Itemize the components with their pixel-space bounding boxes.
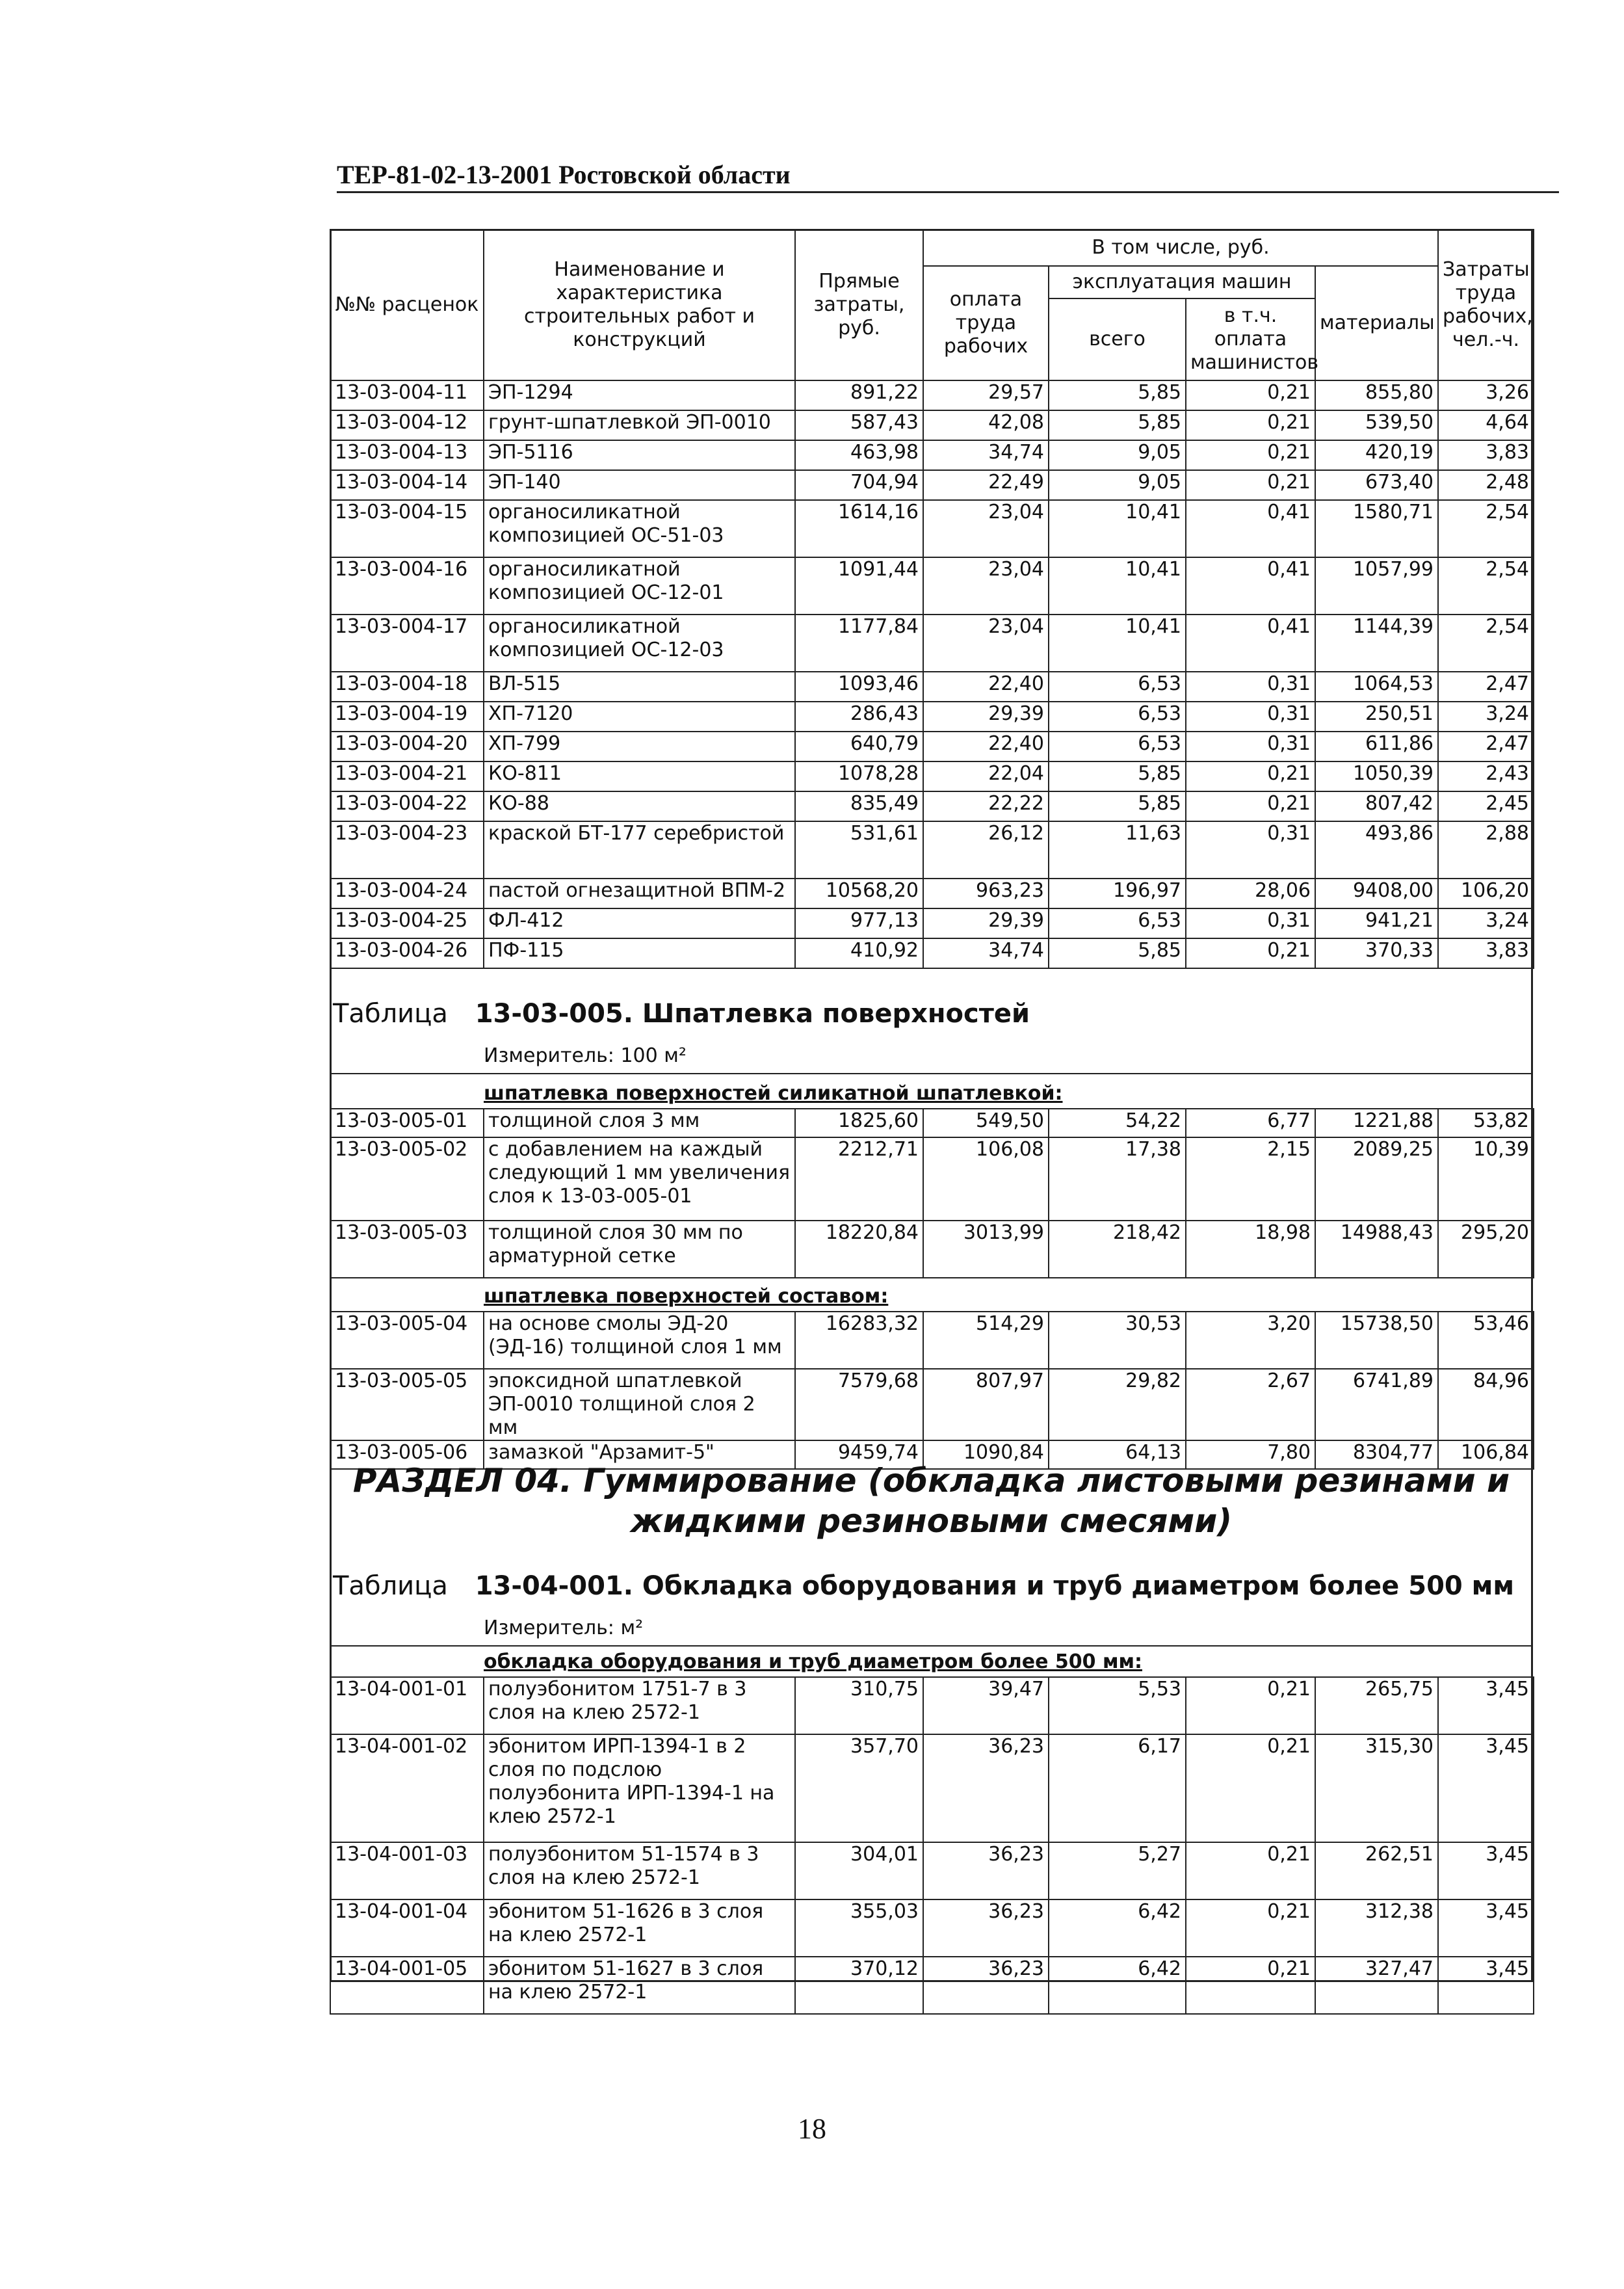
table-label: Таблица	[333, 1571, 448, 1601]
materials-cost: 2089,25	[1315, 1137, 1438, 1221]
section-line-2: жидкими резиновыми смесями)	[630, 1502, 1233, 1540]
labor-hours: 295,20	[1438, 1221, 1534, 1278]
table-row	[330, 557, 1534, 615]
table-row	[330, 702, 1534, 732]
rate-code: 13-04-001-03	[330, 1842, 484, 1899]
machines-total: 54,22	[1049, 1109, 1186, 1137]
direct-cost: 304,01	[795, 1842, 923, 1899]
machines-total: 196,97	[1049, 879, 1186, 908]
header-direct: Прямые затраты, руб.	[795, 230, 923, 380]
labor-pay: 23,04	[923, 500, 1049, 557]
direct-cost: 463,98	[795, 440, 923, 470]
work-name: полуэбонитом 1751-7 в 3 слоя на клею 2572-1	[484, 1677, 795, 1734]
rate-code: 13-03-004-18	[330, 672, 484, 702]
table-row	[330, 615, 1534, 672]
materials-cost: 262,51	[1315, 1842, 1438, 1899]
rate-code: 13-04-001-04	[330, 1899, 484, 1957]
work-name: толщиной слоя 30 мм по арматурной сетке	[484, 1221, 795, 1278]
divider	[330, 1073, 1533, 1074]
direct-cost: 410,92	[795, 938, 923, 968]
direct-cost: 891,22	[795, 380, 923, 410]
table-number: 13-04-001.	[475, 1571, 633, 1601]
table-row	[330, 1221, 1534, 1278]
direct-cost: 7579,68	[795, 1369, 923, 1440]
rate-code: 13-03-005-04	[330, 1312, 484, 1369]
rate-code: 13-03-004-11	[330, 380, 484, 410]
work-name: толщиной слоя 3 мм	[484, 1109, 795, 1137]
machines-total: 6,53	[1049, 672, 1186, 702]
table-row	[330, 791, 1534, 821]
materials-cost: 1050,39	[1315, 761, 1438, 791]
table-row	[330, 1734, 1534, 1842]
machines-pay: 0,21	[1186, 1842, 1315, 1899]
rate-code: 13-03-004-23	[330, 821, 484, 879]
rate-code: 13-03-004-13	[330, 440, 484, 470]
work-name: ХП-7120	[484, 702, 795, 732]
work-name: полуэбонитом 51-1574 в 3 слоя на клею 2572-1	[484, 1842, 795, 1899]
machines-pay: 0,31	[1186, 732, 1315, 761]
header-code: №№ расценок	[330, 230, 484, 380]
machines-total: 11,63	[1049, 821, 1186, 879]
machines-pay: 0,21	[1186, 440, 1315, 470]
labor-hours: 2,54	[1438, 615, 1534, 672]
machines-total: 64,13	[1049, 1440, 1186, 1469]
materials-cost: 807,42	[1315, 791, 1438, 821]
machines-total: 9,05	[1049, 440, 1186, 470]
direct-cost: 370,12	[795, 1957, 923, 2014]
machines-total: 5,53	[1049, 1677, 1186, 1734]
table-name: Шпатлевка поверхностей	[642, 999, 1030, 1029]
labor-pay: 34,74	[923, 938, 1049, 968]
machines-pay: 0,41	[1186, 615, 1315, 672]
table-row	[330, 1137, 1534, 1221]
machines-pay: 0,21	[1186, 791, 1315, 821]
section-heading	[330, 1461, 1533, 1541]
labor-hours: 106,20	[1438, 879, 1534, 908]
work-name: ПФ-115	[484, 938, 795, 968]
header-machines: эксплуатация машин	[1049, 266, 1315, 298]
direct-cost: 18220,84	[795, 1221, 923, 1278]
direct-cost: 16283,32	[795, 1312, 923, 1369]
direct-cost: 1091,44	[795, 557, 923, 615]
work-name: ФЛ-412	[484, 908, 795, 938]
direct-cost: 310,75	[795, 1677, 923, 1734]
machines-pay: 0,21	[1186, 1677, 1315, 1734]
rate-code: 13-03-004-26	[330, 938, 484, 968]
labor-pay: 39,47	[923, 1677, 1049, 1734]
machines-pay: 0,21	[1186, 410, 1315, 440]
labor-hours: 53,82	[1438, 1109, 1534, 1137]
machines-total: 5,85	[1049, 938, 1186, 968]
machines-pay: 2,67	[1186, 1369, 1315, 1440]
page-header: ТЕР-81-02-13-2001 Ростовской области	[337, 160, 1559, 193]
direct-cost: 1093,46	[795, 672, 923, 702]
work-name: ВЛ-515	[484, 672, 795, 702]
table-row	[330, 500, 1534, 557]
materials-cost: 539,50	[1315, 410, 1438, 440]
machines-pay: 0,21	[1186, 1734, 1315, 1842]
rate-code: 13-03-004-21	[330, 761, 484, 791]
header-incl: В том числе, руб.	[923, 230, 1438, 266]
labor-hours: 106,84	[1438, 1440, 1534, 1469]
direct-cost: 286,43	[795, 702, 923, 732]
machines-pay: 7,80	[1186, 1440, 1315, 1469]
materials-cost: 250,51	[1315, 702, 1438, 732]
meter-13-03-005: Измеритель: 100 м²	[484, 1044, 687, 1067]
table-row	[330, 380, 1534, 410]
labor-hours: 3,26	[1438, 380, 1534, 410]
work-name: органосиликатной композицией ОС-12-01	[484, 557, 795, 615]
table-row	[330, 1957, 1534, 2014]
rate-code: 13-03-005-06	[330, 1440, 484, 1469]
machines-total: 5,85	[1049, 410, 1186, 440]
labor-hours: 3,24	[1438, 702, 1534, 732]
materials-cost: 315,30	[1315, 1734, 1438, 1842]
rate-code: 13-03-005-02	[330, 1137, 484, 1221]
materials-cost: 420,19	[1315, 440, 1438, 470]
machines-total: 10,41	[1049, 500, 1186, 557]
labor-pay: 963,23	[923, 879, 1049, 908]
rate-code: 13-03-005-03	[330, 1221, 484, 1278]
materials-cost: 1144,39	[1315, 615, 1438, 672]
work-name: эбонитом 51-1626 в 3 слоя на клею 2572-1	[484, 1899, 795, 1957]
labor-pay: 22,40	[923, 732, 1049, 761]
machines-pay: 0,21	[1186, 1899, 1315, 1957]
work-name: ЭП-140	[484, 470, 795, 500]
header-labor-hours: Затраты труда рабочих, чел.-ч.	[1438, 230, 1534, 380]
machines-total: 6,42	[1049, 1957, 1186, 2014]
rate-code: 13-03-004-12	[330, 410, 484, 440]
rate-code: 13-04-001-05	[330, 1957, 484, 2014]
rate-code: 13-04-001-01	[330, 1677, 484, 1734]
machines-pay: 0,41	[1186, 557, 1315, 615]
group-compound: шпатлевка поверхностей составом:	[484, 1285, 889, 1308]
direct-cost: 357,70	[795, 1734, 923, 1842]
labor-pay: 36,23	[923, 1734, 1049, 1842]
labor-hours: 3,83	[1438, 440, 1534, 470]
section-line-1: РАЗДЕЛ 04. Гуммирование (обкладка листовыми резинами и	[352, 1462, 1510, 1500]
divider	[330, 1645, 1533, 1647]
machines-pay: 0,21	[1186, 761, 1315, 791]
header-materials: материалы	[1315, 266, 1438, 380]
labor-pay: 549,50	[923, 1109, 1049, 1137]
direct-cost: 355,03	[795, 1899, 923, 1957]
table-row	[330, 1842, 1534, 1899]
rate-code: 13-03-004-25	[330, 908, 484, 938]
work-name: на основе смолы ЭД-20 (ЭД-16) толщиной слоя 1 мм	[484, 1312, 795, 1369]
machines-total: 6,53	[1049, 732, 1186, 761]
rate-code: 13-03-004-24	[330, 879, 484, 908]
table-row	[330, 879, 1534, 908]
materials-cost: 265,75	[1315, 1677, 1438, 1734]
direct-cost: 531,61	[795, 821, 923, 879]
machines-total: 6,17	[1049, 1734, 1186, 1842]
labor-pay: 36,23	[923, 1957, 1049, 2014]
materials-cost: 1221,88	[1315, 1109, 1438, 1137]
labor-pay: 807,97	[923, 1369, 1049, 1440]
labor-pay: 26,12	[923, 821, 1049, 879]
labor-pay: 1090,84	[923, 1440, 1049, 1469]
machines-pay: 0,21	[1186, 938, 1315, 968]
labor-hours: 2,54	[1438, 500, 1534, 557]
page-number: 18	[798, 2113, 826, 2145]
rates-table-13-03-005a	[330, 1108, 1534, 1278]
materials-cost: 15738,50	[1315, 1312, 1438, 1369]
table-row	[330, 1677, 1534, 1734]
machines-total: 6,42	[1049, 1899, 1186, 1957]
rate-code: 13-03-004-15	[330, 500, 484, 557]
labor-pay: 22,40	[923, 672, 1049, 702]
labor-pay: 514,29	[923, 1312, 1049, 1369]
machines-total: 218,42	[1049, 1221, 1186, 1278]
machines-pay: 0,41	[1186, 500, 1315, 557]
header-name: Наименование и характеристика строительных работ и конструкций	[484, 230, 795, 380]
machines-total: 17,38	[1049, 1137, 1186, 1221]
rate-code: 13-03-004-14	[330, 470, 484, 500]
header-machines-pay: в т.ч. оплата машинистов	[1186, 298, 1315, 380]
labor-hours: 2,88	[1438, 821, 1534, 879]
machines-total: 30,53	[1049, 1312, 1186, 1369]
materials-cost: 673,40	[1315, 470, 1438, 500]
labor-pay: 23,04	[923, 615, 1049, 672]
labor-hours: 3,45	[1438, 1899, 1534, 1957]
table-number: 13-03-005.	[475, 999, 633, 1029]
table-row	[330, 761, 1534, 791]
table-row	[330, 908, 1534, 938]
direct-cost: 9459,74	[795, 1440, 923, 1469]
machines-total: 10,41	[1049, 615, 1186, 672]
work-name: грунт-шпатлевкой ЭП-0010	[484, 410, 795, 440]
labor-hours: 53,46	[1438, 1312, 1534, 1369]
labor-hours: 4,64	[1438, 410, 1534, 440]
labor-pay: 34,74	[923, 440, 1049, 470]
labor-pay: 22,49	[923, 470, 1049, 500]
table-title-13-03-005	[333, 999, 1030, 1029]
machines-total: 5,27	[1049, 1842, 1186, 1899]
labor-pay: 3013,99	[923, 1221, 1049, 1278]
labor-pay: 29,39	[923, 702, 1049, 732]
materials-cost: 1064,53	[1315, 672, 1438, 702]
machines-pay: 18,98	[1186, 1221, 1315, 1278]
labor-hours: 2,54	[1438, 557, 1534, 615]
labor-pay: 22,22	[923, 791, 1049, 821]
machines-pay: 0,21	[1186, 1957, 1315, 2014]
materials-cost: 9408,00	[1315, 879, 1438, 908]
machines-pay: 0,31	[1186, 908, 1315, 938]
machines-pay: 28,06	[1186, 879, 1315, 908]
materials-cost: 370,33	[1315, 938, 1438, 968]
direct-cost: 1825,60	[795, 1109, 923, 1137]
machines-total: 5,85	[1049, 761, 1186, 791]
direct-cost: 640,79	[795, 732, 923, 761]
rate-code: 13-03-004-16	[330, 557, 484, 615]
machines-total: 9,05	[1049, 470, 1186, 500]
work-name: эбонитом 51-1627 в 3 слоя на клею 2572-1	[484, 1957, 795, 2014]
materials-cost: 6741,89	[1315, 1369, 1438, 1440]
table-row	[330, 410, 1534, 440]
materials-cost: 941,21	[1315, 908, 1438, 938]
machines-pay: 0,31	[1186, 702, 1315, 732]
machines-pay: 0,21	[1186, 380, 1315, 410]
materials-cost: 312,38	[1315, 1899, 1438, 1957]
work-name: с добавлением на каждый следующий 1 мм увеличения слоя к 13-03-005-01	[484, 1137, 795, 1221]
table-title-13-04-001	[333, 1571, 1514, 1601]
direct-cost: 587,43	[795, 410, 923, 440]
materials-cost: 14988,43	[1315, 1221, 1438, 1278]
work-name: органосиликатной композицией ОС-51-03	[484, 500, 795, 557]
labor-pay: 23,04	[923, 557, 1049, 615]
rate-code: 13-03-005-01	[330, 1109, 484, 1137]
direct-cost: 835,49	[795, 791, 923, 821]
table-row	[330, 1899, 1534, 1957]
labor-hours: 3,45	[1438, 1957, 1534, 2014]
direct-cost: 1177,84	[795, 615, 923, 672]
labor-hours: 2,47	[1438, 732, 1534, 761]
machines-total: 6,53	[1049, 702, 1186, 732]
machines-total: 10,41	[1049, 557, 1186, 615]
labor-hours: 3,24	[1438, 908, 1534, 938]
work-name: КО-811	[484, 761, 795, 791]
meter-13-04-001: Измеритель: м²	[484, 1617, 644, 1639]
rate-code: 13-03-004-19	[330, 702, 484, 732]
materials-cost: 855,80	[1315, 380, 1438, 410]
labor-hours: 3,45	[1438, 1734, 1534, 1842]
table-row	[330, 1369, 1534, 1440]
rates-table-13-04-001	[330, 1676, 1534, 2015]
labor-hours: 2,45	[1438, 791, 1534, 821]
direct-cost: 2212,71	[795, 1137, 923, 1221]
table-row	[330, 938, 1534, 968]
rates-table-13-03-004	[330, 380, 1534, 969]
machines-pay: 0,31	[1186, 821, 1315, 879]
direct-cost: 704,94	[795, 470, 923, 500]
materials-cost: 327,47	[1315, 1957, 1438, 2014]
work-name: ЭП-1294	[484, 380, 795, 410]
machines-pay: 0,21	[1186, 470, 1315, 500]
labor-hours: 2,48	[1438, 470, 1534, 500]
direct-cost: 977,13	[795, 908, 923, 938]
machines-total: 6,53	[1049, 908, 1186, 938]
direct-cost: 10568,20	[795, 879, 923, 908]
work-name: органосиликатной композицией ОС-12-03	[484, 615, 795, 672]
table-row	[330, 440, 1534, 470]
header-labor-pay: оплата труда рабочих	[923, 266, 1049, 380]
labor-hours: 10,39	[1438, 1137, 1534, 1221]
work-name: пастой огнезащитной ВПМ-2	[484, 879, 795, 908]
rates-table-13-03-005b	[330, 1311, 1534, 1470]
labor-hours: 2,43	[1438, 761, 1534, 791]
materials-cost: 493,86	[1315, 821, 1438, 879]
machines-total: 5,85	[1049, 380, 1186, 410]
machines-pay: 6,77	[1186, 1109, 1315, 1137]
labor-pay: 29,39	[923, 908, 1049, 938]
labor-pay: 36,23	[923, 1842, 1049, 1899]
labor-pay: 22,04	[923, 761, 1049, 791]
group-lining: обкладка оборудования и труб диаметром более 500 мм:	[484, 1650, 1142, 1673]
labor-hours: 3,45	[1438, 1677, 1534, 1734]
direct-cost: 1078,28	[795, 761, 923, 791]
table-row	[330, 1312, 1534, 1369]
rate-code: 13-03-004-20	[330, 732, 484, 761]
work-name: КО-88	[484, 791, 795, 821]
rate-code: 13-03-004-22	[330, 791, 484, 821]
machines-pay: 2,15	[1186, 1137, 1315, 1221]
work-name: эпоксидной шпатлевкой ЭП-0010 толщиной слоя 2 мм	[484, 1369, 795, 1440]
labor-hours: 3,83	[1438, 938, 1534, 968]
table-row	[330, 1109, 1534, 1137]
rate-code: 13-03-004-17	[330, 615, 484, 672]
table-row	[330, 672, 1534, 702]
rate-code: 13-03-005-05	[330, 1369, 484, 1440]
labor-hours: 2,47	[1438, 672, 1534, 702]
work-name: краской БТ-177 серебристой	[484, 821, 795, 879]
rate-code: 13-04-001-02	[330, 1734, 484, 1842]
work-name: ХП-799	[484, 732, 795, 761]
materials-cost: 8304,77	[1315, 1440, 1438, 1469]
table-row	[330, 470, 1534, 500]
table-label: Таблица	[333, 999, 448, 1029]
labor-hours: 3,45	[1438, 1842, 1534, 1899]
column-header	[330, 229, 1534, 381]
machines-total: 5,85	[1049, 791, 1186, 821]
work-name: замазкой "Арзамит-5"	[484, 1440, 795, 1469]
materials-cost: 611,86	[1315, 732, 1438, 761]
direct-cost: 1614,16	[795, 500, 923, 557]
group-silicate: шпатлевка поверхностей силикатной шпатлевкой:	[484, 1082, 1063, 1105]
labor-pay: 106,08	[923, 1137, 1049, 1221]
table-row	[330, 732, 1534, 761]
header-machines-total: всего	[1049, 298, 1186, 380]
materials-cost: 1057,99	[1315, 557, 1438, 615]
machines-pay: 0,31	[1186, 672, 1315, 702]
materials-cost: 1580,71	[1315, 500, 1438, 557]
work-name: эбонитом ИРП-1394-1 в 2 слоя по подслою полуэбонита ИРП-1394-1 на клею 2572-1	[484, 1734, 795, 1842]
labor-hours: 84,96	[1438, 1369, 1534, 1440]
machines-pay: 3,20	[1186, 1312, 1315, 1369]
labor-pay: 29,57	[923, 380, 1049, 410]
labor-pay: 42,08	[923, 410, 1049, 440]
table-name: Обкладка оборудования и труб диаметром более 500 мм	[642, 1571, 1515, 1601]
table-row	[330, 821, 1534, 879]
machines-total: 29,82	[1049, 1369, 1186, 1440]
labor-pay: 36,23	[923, 1899, 1049, 1957]
work-name: ЭП-5116	[484, 440, 795, 470]
